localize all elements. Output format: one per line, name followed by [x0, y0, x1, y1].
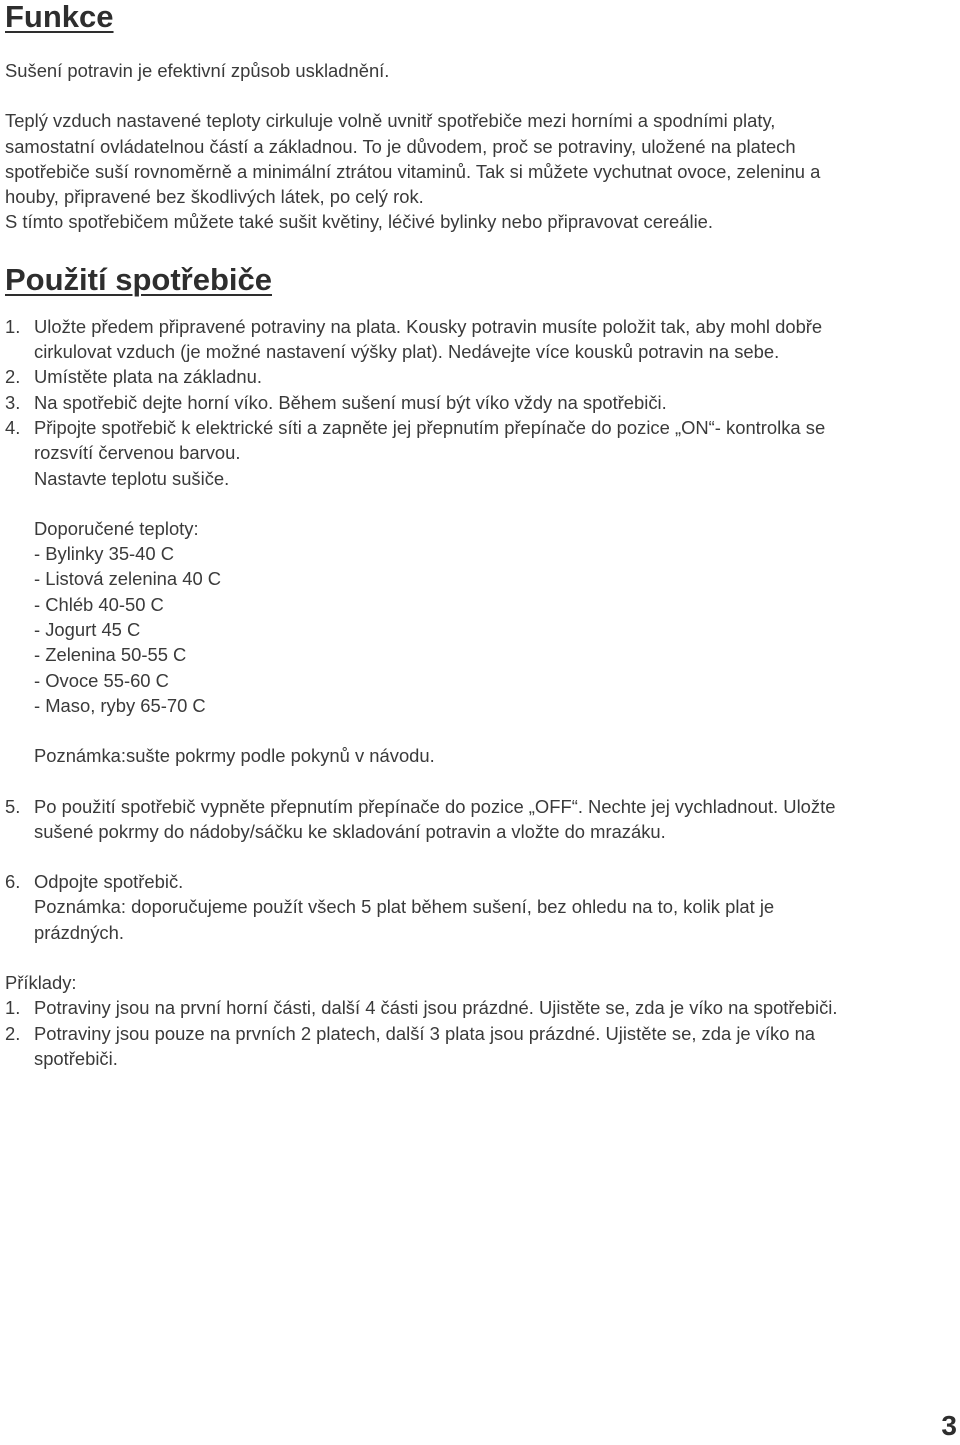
step-item — [5, 314, 955, 365]
example-text — [34, 1021, 955, 1072]
step-text: Umístěte plata na základnu. — [34, 366, 262, 388]
temperature-item: - Zelenina 50-55 C — [34, 644, 187, 666]
examples-title: Příklady: — [5, 972, 77, 994]
step-text — [34, 794, 955, 845]
step-line: Po použití spotřebič vypněte přepnutím přepínače do pozice „OFF“. Nechte jej vychladnout. Uložte — [34, 795, 836, 817]
step-number: 3. — [5, 391, 21, 413]
note-paragraph: Poznámka:sušte pokrmy podle pokynů v návodu. — [34, 745, 435, 767]
temperature-item: - Bylinky 35-40 C — [34, 543, 175, 565]
section-heading-funkce: Funkce — [5, 0, 114, 34]
step-item — [5, 869, 955, 945]
step-line: cirkulovat vzduch (je možné nastavení výšky plat). Nedávejte více kousků potravin na sebe. — [34, 341, 780, 363]
step-number: 2. — [5, 366, 21, 388]
description-paragraph — [5, 108, 955, 234]
step-line: rozsvítí červenou barvou. — [34, 442, 241, 464]
step-text — [34, 869, 955, 945]
step-number: 4. — [5, 416, 21, 438]
example-line: spotřebiči. — [34, 1047, 118, 1069]
step-item — [5, 415, 955, 491]
manual-page — [5, 0, 955, 1071]
page-number: 3 — [941, 1410, 957, 1441]
step-line: prázdných. — [34, 921, 124, 943]
temperature-item: - Ovoce 55-60 C — [34, 669, 169, 691]
step-number: 6. — [5, 871, 21, 893]
step-text — [34, 314, 955, 365]
example-line: Potraviny jsou na první horní části, další 4 části jsou prázdné. Ujistěte se, zda je víko na spotřebiči. — [34, 997, 838, 1019]
section-heading-pouziti: Použití spotřebiče — [5, 261, 272, 297]
description-line: Teplý vzduch nastavené teploty cirkuluje volně uvnitř spotřebiče mezi horními a spodními platy, — [5, 110, 776, 132]
step-line: Poznámka: doporučujeme použít všech 5 plat během sušení, bez ohledu na to, kolik plat je — [34, 896, 775, 918]
step-line: Připojte spotřebič k elektrické síti a zapněte jej přepnutím přepínače do pozice „ON“- kontrolka se — [34, 416, 826, 438]
description-line: houby, připravené bez škodlivých látek, po celý rok. — [5, 186, 424, 208]
step-text — [34, 415, 955, 491]
step-line: Odpojte spotřebič. — [34, 871, 184, 893]
temperature-item: - Maso, ryby 65-70 C — [34, 694, 206, 716]
step-item — [5, 390, 955, 415]
example-line: Potraviny jsou pouze na prvních 2 platech, další 3 plata jsou prázdné. Ujistěte se, zda je víko na — [34, 1022, 816, 1044]
step-text: Na spotřebič dejte horní víko. Během sušení musí být víko vždy na spotřebiči. — [34, 391, 667, 413]
example-item — [5, 995, 955, 1020]
example-number: 1. — [5, 997, 21, 1019]
step-number: 1. — [5, 315, 21, 337]
temperature-item: - Listová zelenina 40 C — [34, 568, 222, 590]
step-line: sušené pokrmy do nádoby/sáčku ke skladování potravin a vložte do mrazáku. — [34, 820, 666, 842]
description-line: samostatní ovládatelnou částí a základnou. To je důvodem, proč se potraviny, uložené na platech — [5, 135, 796, 157]
step-line: Uložte předem připravené potraviny na plata. Kousky potravin musíte položit tak, aby mohl dobře — [34, 315, 823, 337]
temperatures-title: Doporučené teploty: — [34, 517, 199, 539]
temperature-item: - Jogurt 45 C — [34, 619, 141, 641]
example-item — [5, 1021, 955, 1072]
example-number: 2. — [5, 1022, 21, 1044]
step-number: 5. — [5, 795, 21, 817]
examples-list — [5, 995, 955, 1071]
step-item — [5, 794, 955, 845]
intro-paragraph: Sušení potravin je efektivní způsob uskladnění. — [5, 60, 390, 81]
step-item — [5, 364, 955, 389]
description-line: S tímto spotřebičem můžete také sušit květiny, léčivé bylinky nebo připravovat cereálie. — [5, 211, 714, 233]
description-line: spotřebiče suší rovnoměrně a minimální ztrátou vitaminů. Tak si můžete vychutnat ovoce, zeleninu a — [5, 160, 821, 182]
recommended-temperatures — [5, 516, 955, 718]
temperature-item: - Chléb 40-50 C — [34, 593, 164, 615]
example-text — [34, 995, 955, 1020]
step-line: Nastavte teplotu sušiče. — [34, 467, 230, 489]
steps-list — [5, 314, 955, 491]
